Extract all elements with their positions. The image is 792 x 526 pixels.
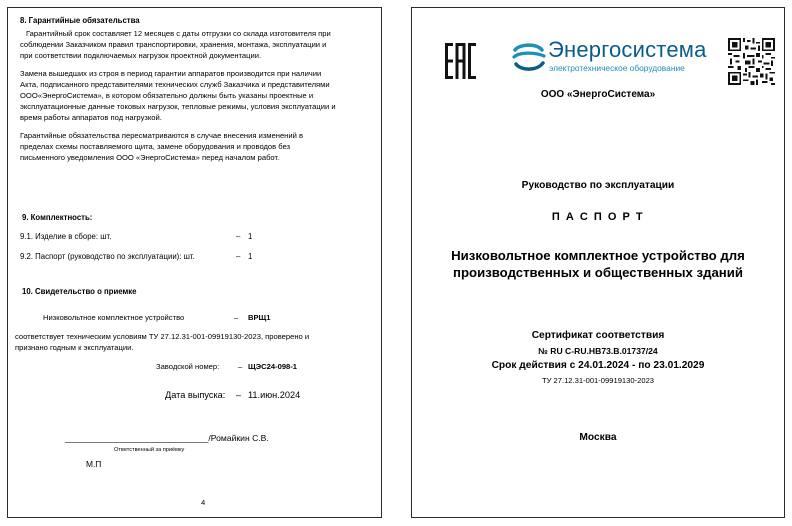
completeness-item-value: 1 (248, 232, 253, 241)
serial-number: ЩЭС24-098-1 (248, 362, 298, 371)
warranty-heading: 8. Гарантийные обязательства (20, 16, 140, 25)
completeness-item-label: 9.2. Паспорт (руководство по эксплуатации): шт. (20, 252, 195, 261)
release-label: Дата выпуска: (165, 390, 226, 400)
signature-line: ______________________________/Ромайкин С.В. (65, 433, 269, 443)
eac-mark (445, 43, 476, 79)
product-title-line-1: Низковольтное комплектное устройство для (451, 248, 745, 263)
conformity-text: соответствует техническим условиям ТУ 27.12.31-001-09919130-2023, проверено и признано годным к эксплуатации. (15, 332, 310, 352)
manual-label: Руководство по эксплуатации (521, 180, 675, 191)
page-number: 4 (201, 498, 206, 507)
completeness-item-dash: – (236, 252, 241, 261)
device-code: ВРЩ1 (248, 313, 271, 322)
logo-tagline: электротехническое оборудование (549, 63, 685, 73)
device-dash: – (234, 313, 239, 322)
passport-title: П А С П О Р Т (551, 211, 645, 223)
completeness-item-value: 1 (248, 252, 253, 261)
warranty-paragraph-3: Гарантийные обязательства пересматриваются в случае внесения изменений в пределах схемы поставляемого щита, замене оборудования и проводов без письменного уведомления ООО «ЭнергоСистема» перед началом работ. (20, 131, 303, 162)
completeness-heading: 9. Комплектность: (22, 213, 93, 222)
completeness-item-dash: – (236, 232, 241, 241)
certificate-number: № RU C-RU.НВ73.В.01737/24 (538, 346, 658, 356)
signature-caption: Ответственный за приёмку (114, 447, 185, 453)
tech-spec: ТУ 27.12.31-001-09919130-2023 (541, 376, 655, 385)
company-name: ООО «ЭнергоСистема» (540, 89, 656, 100)
city: Москва (579, 432, 617, 443)
serial-label: Заводской номер: (156, 362, 220, 371)
warranty-paragraph-1: Гарантийный срок составляет 12 месяцев с даты отгрузки со склада изготовителя при соблюдении Заказчиком правил транспортировки, хранения, монтажа, эксплуатации и при соответствии подключаемых нагрузок проектной документации. (20, 29, 331, 60)
passport-page-left (7, 7, 382, 518)
warranty-paragraph-2: Замена вышедших из строя в период гарантии аппаратов производится при наличии Акта, подписанного представителями технических служб Заказчика и представителями ООО«ЭнергоСистема», в котором обязательно должны быть указаны проектные и эксплуатационные данные токовых нагрузок, тепловые режимы, условия эксплуатации и время работы аппаратов под нагрузкой. (20, 69, 336, 122)
certificate-validity: Срок действия с 24.01.2024 - по 23.01.2029 (491, 360, 705, 371)
product-title-line-2: производственных и общественных зданий (453, 265, 743, 280)
serial-dash: – (238, 362, 243, 371)
release-dash: – (236, 390, 242, 400)
logo-name: Энергосистема (548, 37, 707, 62)
certificate-label: Сертификат соответствия (531, 330, 665, 341)
qr-code (728, 38, 775, 85)
passport-page-right (411, 7, 785, 518)
completeness-item-label: 9.1. Изделие в сборе: шт. (20, 232, 112, 241)
acceptance-heading: 10. Свидетельство о приемке (22, 287, 137, 296)
release-date: 11.июн.2024 (248, 390, 301, 400)
energosistema-logo-icon (509, 42, 549, 72)
device-label: Низковольтное комплектное устройство (43, 313, 185, 322)
stamp-placeholder: М.П (86, 459, 102, 469)
